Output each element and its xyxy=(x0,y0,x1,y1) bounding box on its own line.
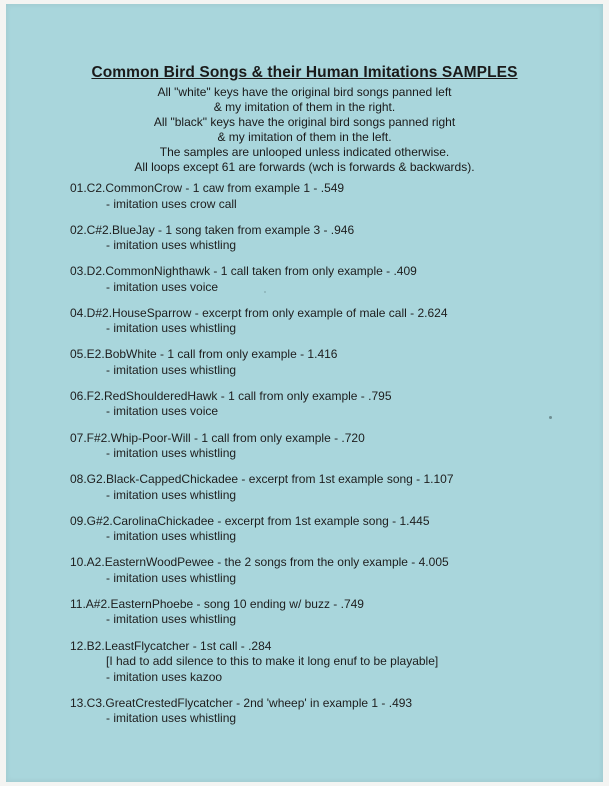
sample-note: - imitation uses whistling xyxy=(106,321,237,336)
sample-title: 10.A2.EasternWoodPewee - the 2 songs from the only example - 4.005 xyxy=(70,555,449,570)
sample-note: - imitation uses kazoo xyxy=(106,669,223,684)
sample-title: 08.G2.Black-CappedChickadee - excerpt from 1st example song - 1.107 xyxy=(70,472,454,487)
sample-note: - imitation uses voice xyxy=(106,279,219,294)
sample-note: - imitation uses whistling xyxy=(106,612,237,627)
sample-entry xyxy=(70,181,590,212)
intro-line: & my imitation of them in the left. xyxy=(217,130,392,144)
sample-note: - imitation uses whistling xyxy=(106,487,237,502)
sample-title: 03.D2.CommonNighthawk - 1 call taken from only example - .409 xyxy=(70,264,417,279)
intro-line: The samples are unlooped unless indicated otherwise. xyxy=(159,145,450,159)
sample-note: - imitation uses whistling xyxy=(106,570,237,585)
sample-entry xyxy=(70,306,590,337)
sample-title: 01.C2.CommonCrow - 1 caw from example 1 - .549 xyxy=(70,181,345,195)
document-page xyxy=(6,4,603,782)
intro-line: All loops except 61 are forwards (wch is forwards & backwards). xyxy=(134,160,475,174)
sample-entry xyxy=(70,639,590,686)
paper-speck xyxy=(549,416,552,419)
sample-title: 07.F#2.Whip-Poor-Will - 1 call from only example - .720 xyxy=(70,430,365,445)
sample-title: 09.G#2.CarolinaChickadee - excerpt from 1st example song - 1.445 xyxy=(70,513,430,528)
sample-note: - imitation uses whistling xyxy=(106,362,237,377)
sample-entry xyxy=(70,223,590,254)
sample-entry xyxy=(70,514,590,545)
paper-speck xyxy=(264,291,266,293)
sample-entry xyxy=(70,597,590,628)
sample-note: - imitation uses whistling xyxy=(106,238,237,253)
sample-list xyxy=(70,181,590,737)
sample-note: - imitation uses whistling xyxy=(106,446,237,461)
sample-note: - imitation uses whistling xyxy=(106,711,237,726)
sample-entry xyxy=(70,347,590,378)
sample-title: 11.A#2.EasternPhoebe - song 10 ending w/ buzz - .749 xyxy=(70,596,364,611)
sample-note: - imitation uses voice xyxy=(106,404,219,419)
sample-note: - imitation uses crow call xyxy=(106,196,237,211)
sample-entry xyxy=(70,431,590,462)
intro-line: All "white" keys have the original bird songs panned left xyxy=(157,85,452,99)
sample-title: 05.E2.BobWhite - 1 call from only example - 1.416 xyxy=(70,347,338,362)
document-header xyxy=(6,64,603,175)
sample-entry xyxy=(70,696,590,727)
sample-entry xyxy=(70,472,590,503)
page-title: Common Bird Songs & their Human Imitations SAMPLES xyxy=(91,64,518,81)
sample-note: [I had to add silence to this to make it long enuf to be playable] xyxy=(106,654,439,669)
intro-text xyxy=(6,85,603,175)
sample-entry xyxy=(70,555,590,586)
sample-title: 06.F2.RedShoulderedHawk - 1 call from only example - .795 xyxy=(70,388,392,403)
intro-line: & my imitation of them in the right. xyxy=(213,100,396,114)
sample-title: 12.B2.LeastFlycatcher - 1st call - .284 xyxy=(70,638,272,653)
sample-note: - imitation uses whistling xyxy=(106,529,237,544)
sample-entry xyxy=(70,389,590,420)
sample-entry xyxy=(70,264,590,295)
intro-line: All "black" keys have the original bird songs panned right xyxy=(153,115,456,129)
sample-title: 02.C#2.BlueJay - 1 song taken from example 3 - .946 xyxy=(70,222,355,237)
sample-title: 13.C3.GreatCrestedFlycatcher - 2nd 'wheep' in example 1 - .493 xyxy=(70,695,413,710)
sample-title: 04.D#2.HouseSparrow - excerpt from only example of male call - 2.624 xyxy=(70,305,448,320)
